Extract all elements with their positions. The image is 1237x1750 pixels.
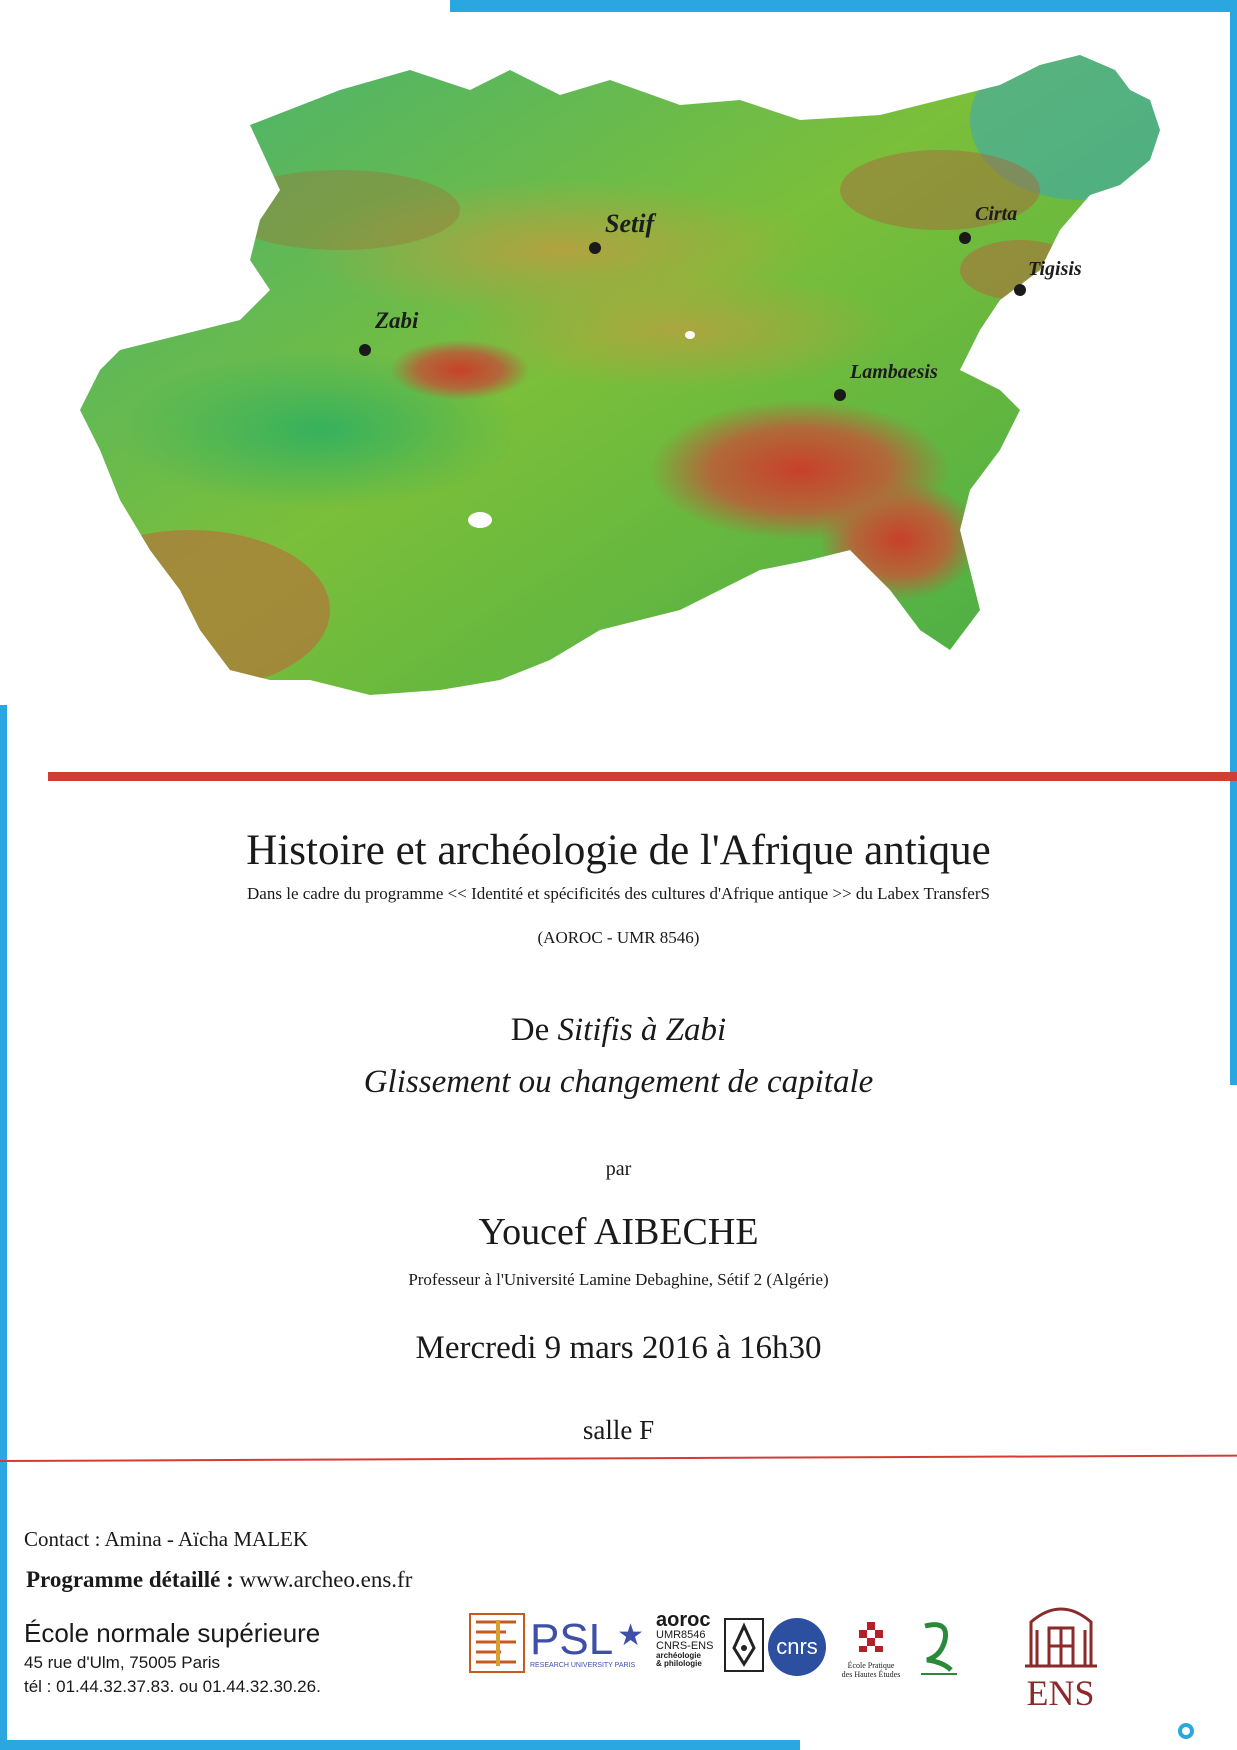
map-marker-zabi	[359, 344, 371, 356]
map-marker-tigisis	[1014, 284, 1026, 296]
programme-label: Programme détaillé :	[26, 1567, 234, 1592]
aoroc-cnrs-ens: CNRS-ENS	[656, 1640, 714, 1652]
talk-title-prefix: De	[510, 1012, 558, 1048]
map-marker-setif	[589, 242, 601, 254]
partner-logos	[468, 1590, 1148, 1720]
footer-divider	[0, 1455, 1237, 1462]
psl-star-icon: ★	[617, 1619, 645, 1652]
event-unit: (AOROC - UMR 8546)	[537, 928, 700, 947]
map-label-tigisis: Tigisis	[1028, 258, 1082, 280]
ens-wordmark: ENS	[1026, 1673, 1095, 1713]
map-marker-lambaesis	[834, 389, 846, 401]
aoroc-archeo: archéologie	[656, 1651, 701, 1660]
aoroc-philo: & philologie	[656, 1659, 702, 1668]
ephe-line1: École Pratique	[847, 1661, 895, 1670]
transfers-logo	[468, 1612, 526, 1674]
ens-logo	[1013, 1590, 1108, 1715]
calligraphy-logo	[913, 1616, 963, 1680]
ephe-logo	[836, 1620, 906, 1684]
pen-nib-logo	[724, 1618, 764, 1672]
map-label-lambaesis: Lambaesis	[850, 361, 938, 383]
school-phone: tél : 01.44.32.37.83. ou 01.44.32.30.26.	[24, 1677, 321, 1696]
psl-tagline: RESEARCH UNIVERSITY PARIS	[530, 1662, 636, 1669]
psl-logo	[530, 1615, 645, 1678]
school-address: 45 rue d'Ulm, 75005 Paris	[24, 1653, 221, 1672]
aoroc-umr: UMR8546	[656, 1629, 706, 1641]
frame-bottom-line	[0, 1740, 800, 1750]
school-name: École normale supérieure	[24, 1618, 321, 1648]
event-subtitle: Dans le cadre du programme << Identité et spécificités des cultures d'Afrique antique >> du Labex TransferS	[247, 884, 990, 903]
ens-building-icon	[1021, 1590, 1101, 1668]
map-label-cirta: Cirta	[975, 203, 1018, 225]
relief-map-svg	[40, 30, 1190, 780]
map-label-zabi: Zabi	[375, 308, 419, 333]
frame-right-line	[1230, 0, 1237, 1085]
relief-map	[40, 30, 1190, 780]
cnrs-logo	[768, 1618, 826, 1676]
talk-title-line1	[0, 1012, 1237, 1049]
event-date: Mercredi 9 mars 2016 à 16h30	[415, 1330, 822, 1366]
ephe-emblem-icon	[853, 1620, 889, 1656]
programme-link[interactable]: www.archeo.ens.fr	[239, 1567, 413, 1592]
aoroc-logo	[656, 1610, 718, 1680]
programme-line	[26, 1567, 412, 1593]
talk-title-line2: Glissement ou changement de capitale	[363, 1064, 874, 1100]
speaker-name: Youcef AIBECHE	[478, 1211, 759, 1253]
contact-line: Contact : Amina - Aïcha MALEK	[24, 1527, 309, 1551]
address-block	[24, 1618, 321, 1697]
aoroc-wordmark: aoroc	[656, 1609, 711, 1631]
event-title: Histoire et archéologie de l'Afrique antique	[246, 827, 991, 874]
map-marker-cirta	[959, 232, 971, 244]
frame-top-line	[450, 0, 1237, 12]
corner-link-icon	[1178, 1723, 1194, 1739]
ephe-line2: des Hautes Études	[841, 1670, 901, 1679]
event-room: salle F	[582, 1415, 655, 1445]
header-divider	[48, 772, 1237, 781]
map-label-setif: Setif	[605, 209, 655, 238]
talk-title-italic: Sitifis à Zabi	[557, 1012, 727, 1048]
speaker-affiliation: Professeur à l'Université Lamine Debaghine, Sétif 2 (Algérie)	[408, 1270, 829, 1289]
psl-wordmark: PSL	[530, 1615, 614, 1664]
cnrs-wordmark: cnrs	[776, 1634, 818, 1659]
by-label: par	[605, 1158, 632, 1180]
